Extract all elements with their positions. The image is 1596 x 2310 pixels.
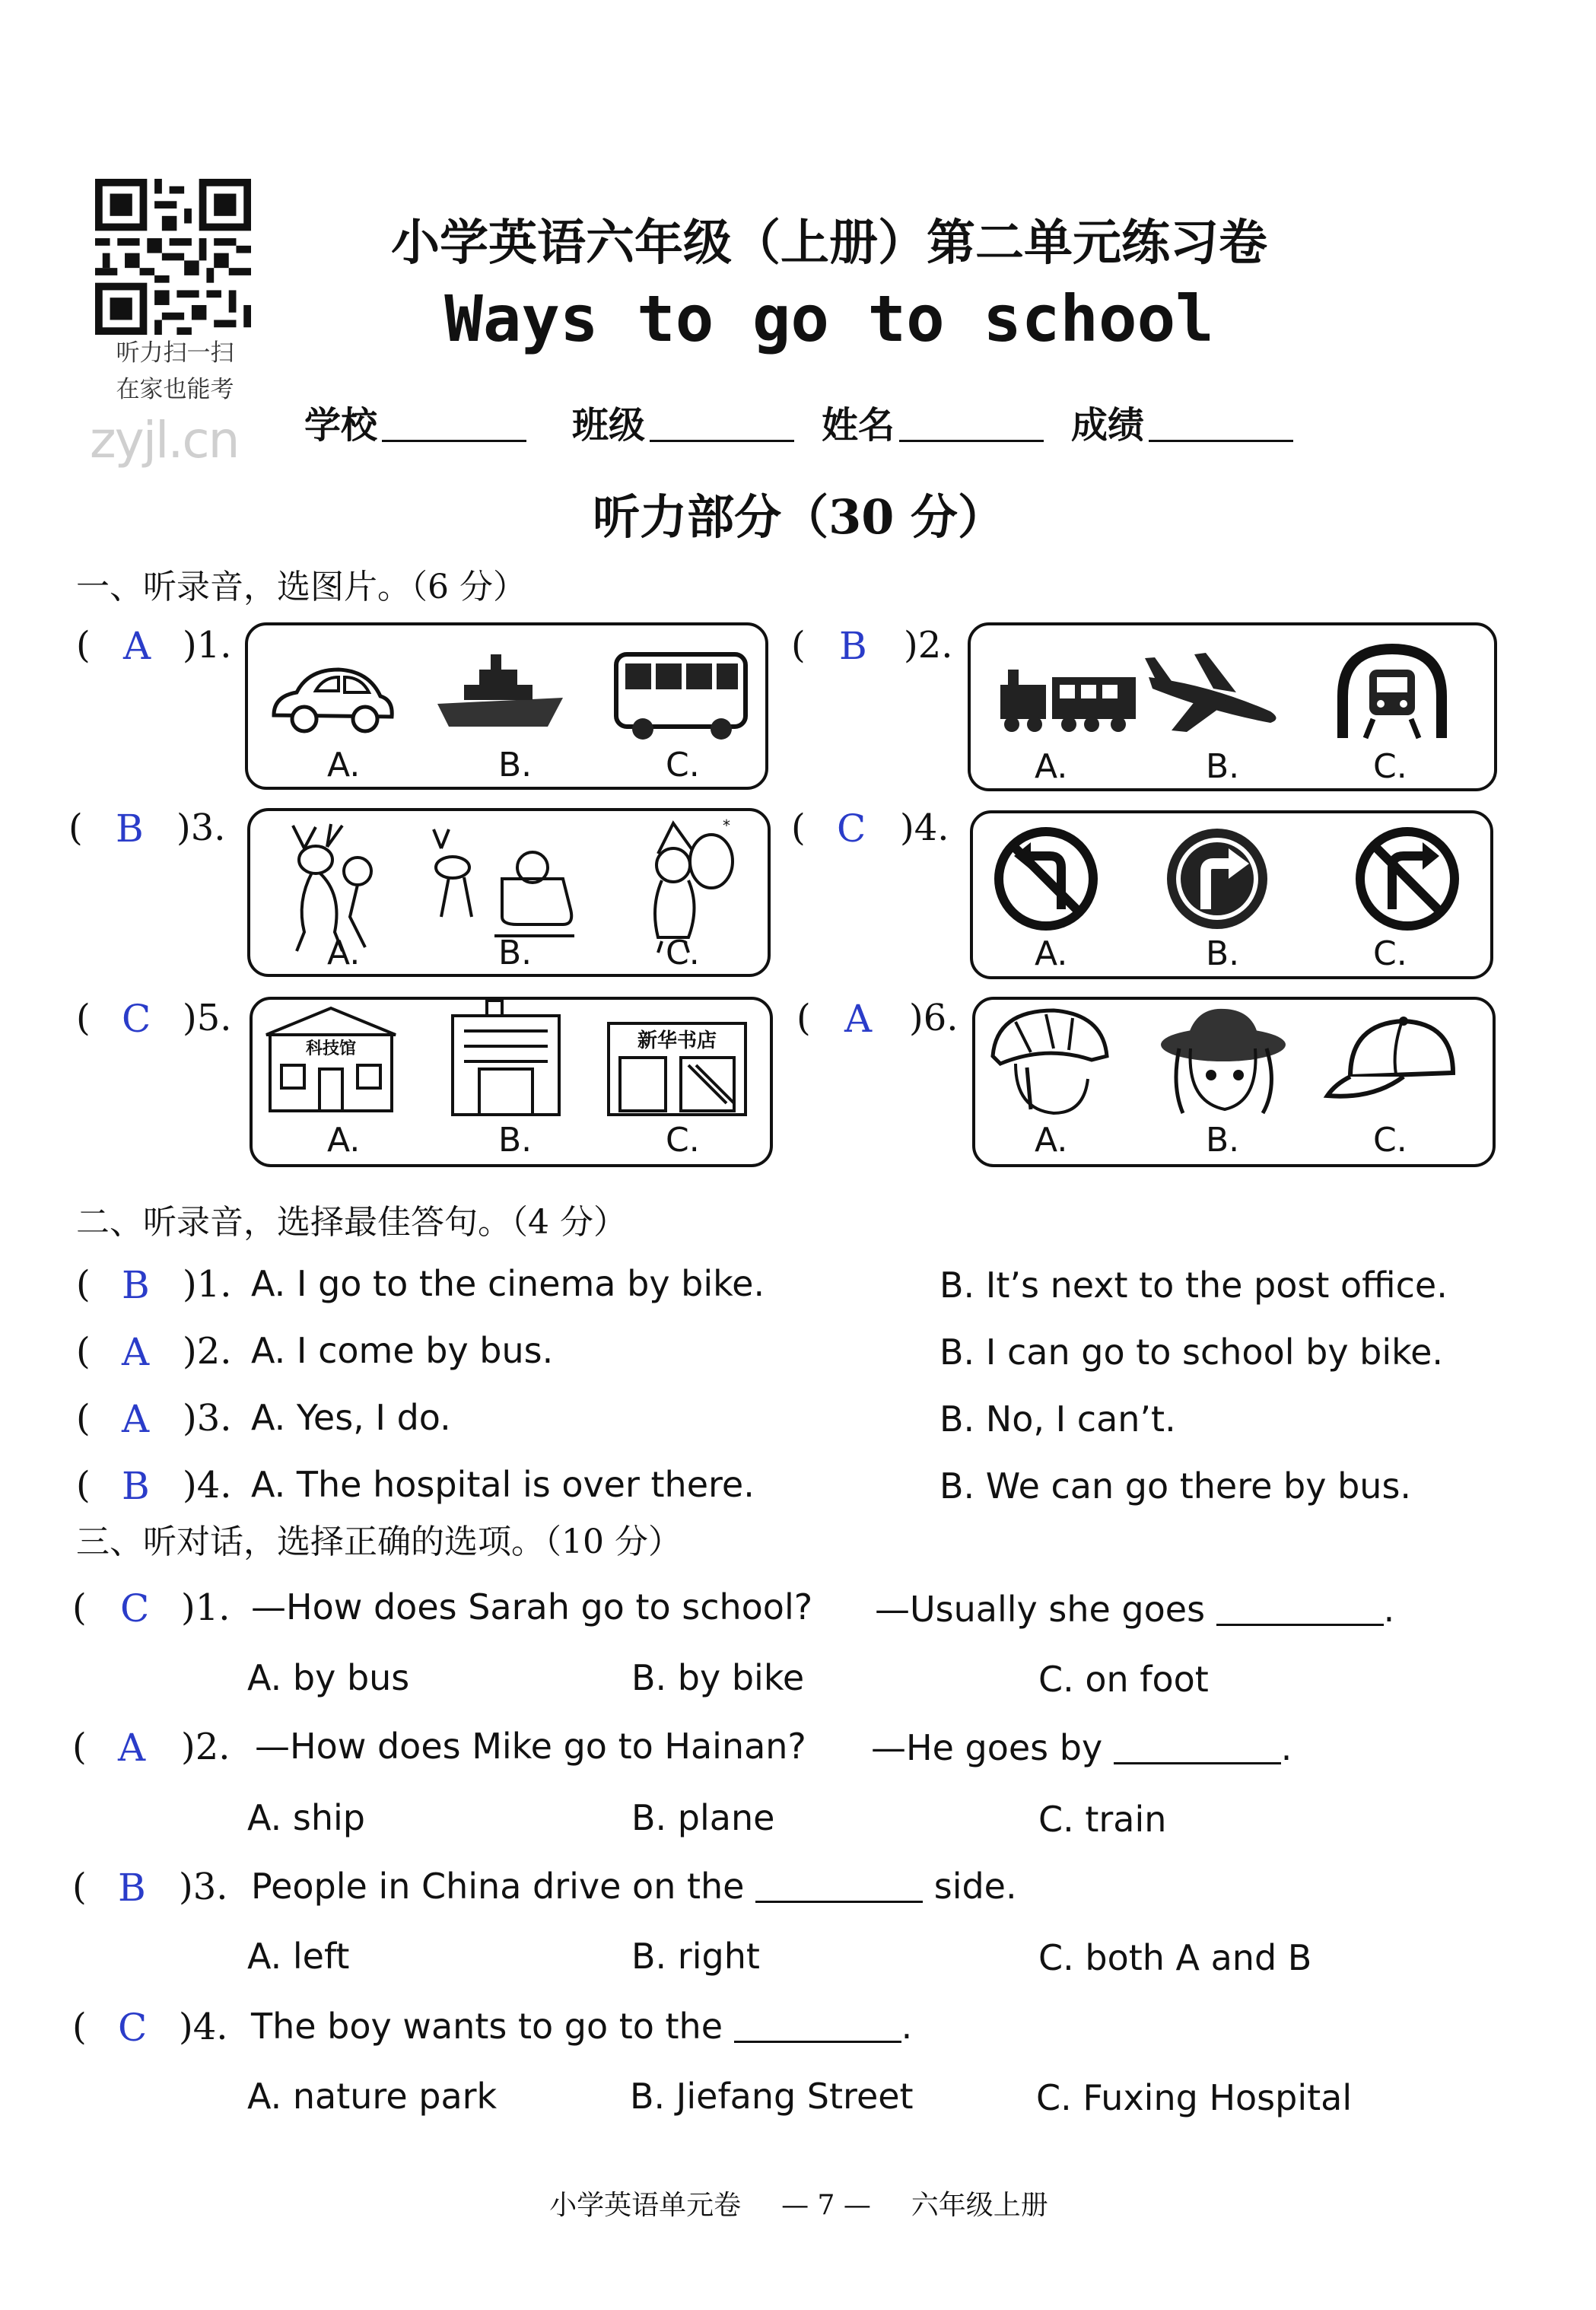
s3-q4-option-c: C. Fuxing Hospital — [1036, 2077, 1353, 2118]
hospital-icon — [434, 997, 578, 1122]
footer-left: 小学英语单元卷 — [549, 2190, 742, 2221]
info-score-label: 成绩 — [1071, 404, 1145, 447]
s2-q3-num: )3. — [183, 1397, 232, 1440]
s3-q1-option-a: A. by bus — [247, 1657, 410, 1698]
s2-q4-answer[interactable]: B — [122, 1464, 150, 1508]
qr-caption — [87, 335, 262, 408]
s3-q4-option-b: B. Jiefang Street — [630, 2076, 914, 2117]
s2-q1-option-a: A. I go to the cinema by bike. — [251, 1263, 765, 1304]
s1-q5-paren: ( — [76, 997, 91, 1039]
s1-q5-answer[interactable]: C — [122, 997, 151, 1041]
svg-text:*: * — [723, 816, 730, 835]
subway-icon — [1335, 643, 1449, 742]
s3-q2-option-a: A. ship — [247, 1797, 366, 1838]
s1-q6-label-a: A. — [1035, 1121, 1068, 1160]
plane-icon — [1141, 647, 1286, 738]
s3-q4-paren: ( — [72, 2006, 87, 2048]
s1-q3-label-c: C. — [666, 934, 700, 972]
s3-q4-question: The boy wants to go to the . — [251, 2006, 913, 2047]
museum-sign-text: 科技馆 — [305, 1039, 357, 1058]
s3-q2-num: )2. — [181, 1726, 230, 1768]
s3-q3-option-b: B. right — [631, 1936, 760, 1977]
s1-q6-paren: ( — [796, 997, 811, 1039]
bookstore-sign-text: 新华书店 — [637, 1029, 717, 1052]
s3-q1-option-b: B. by bike — [631, 1657, 805, 1698]
cap-icon — [1320, 1012, 1461, 1107]
s2-q1-paren: ( — [76, 1263, 91, 1306]
info-class-label: 班级 — [572, 404, 646, 447]
info-name-label: 姓名 — [822, 404, 895, 447]
s2-q2-answer[interactable]: A — [122, 1330, 150, 1374]
s1-q5-label-b: B. — [498, 1121, 533, 1160]
s1-q2-paren: ( — [791, 624, 806, 667]
s2-q3-option-b: B. No, I can’t. — [939, 1398, 1176, 1440]
sleigh-icon — [426, 826, 578, 951]
page-footer — [456, 2184, 1141, 2222]
s1-q1-paren: ( — [76, 624, 91, 667]
info-name-blank[interactable] — [899, 409, 1044, 442]
s1-q6-label-c: C. — [1373, 1121, 1407, 1160]
s1-q3-label-b: B. — [498, 934, 533, 972]
s2-q1-answer[interactable]: B — [122, 1263, 150, 1307]
s1-q5-label-c: C. — [666, 1121, 700, 1160]
section3-heading: 三、听对话，选择正确的选项。（10 分） — [76, 1522, 682, 1561]
s2-q4-paren: ( — [76, 1464, 91, 1507]
s1-q1-label-a: A. — [327, 746, 361, 784]
s1-q2-answer[interactable]: B — [839, 624, 867, 668]
no-right-turn-icon — [1354, 826, 1461, 932]
s1-q2-label-b: B. — [1206, 747, 1240, 786]
footer-right: 六年级上册 — [911, 2190, 1048, 2221]
s1-q2-num: )2. — [904, 624, 953, 667]
qr-caption-line1: 听力扫一扫 — [116, 339, 234, 367]
science-museum-icon — [259, 1004, 403, 1118]
s3-q1-answer[interactable]: C — [120, 1586, 150, 1631]
watermark: zyjl.cn — [90, 411, 239, 469]
info-school-label: 学校 — [304, 404, 378, 447]
info-score-blank[interactable] — [1149, 409, 1293, 442]
qr-caption-line2: 在家也能考 — [116, 376, 234, 403]
s3-q2-question: —How does Mike go to Hainan? — [255, 1726, 806, 1767]
s2-q3-option-a: A. Yes, I do. — [251, 1397, 451, 1438]
title-english: Ways to go to school — [444, 282, 1214, 356]
s1-q2-label-c: C. — [1373, 747, 1407, 786]
s3-q4-option-a: A. nature park — [247, 2076, 498, 2117]
s1-q3-num: )3. — [176, 807, 226, 849]
s3-q1-num: )1. — [181, 1586, 230, 1629]
no-left-turn-icon — [993, 826, 1099, 932]
s1-q3-answer[interactable]: B — [116, 807, 144, 851]
s2-q1-num: )1. — [183, 1263, 232, 1306]
info-score — [1071, 396, 1293, 448]
s1-q4-label-b: B. — [1206, 934, 1240, 973]
s1-q5-num: )5. — [183, 997, 232, 1039]
s1-q4-paren: ( — [791, 807, 806, 849]
s3-q2-option-c: C. train — [1038, 1799, 1167, 1840]
info-name — [822, 396, 1044, 448]
s1-q4-answer[interactable]: C — [837, 807, 866, 851]
s3-q3-answer[interactable]: B — [118, 1866, 146, 1910]
s3-q4-blank[interactable] — [734, 2010, 901, 2043]
s3-q3-num: )3. — [179, 1866, 228, 1908]
qr-code-icon — [95, 179, 251, 335]
s1-q3-label-a: A. — [327, 934, 361, 972]
s3-q2-blank[interactable] — [1114, 1732, 1281, 1764]
s3-q2-response: —He goes by . — [871, 1727, 1292, 1768]
s2-q1-option-b: B. It’s next to the post office. — [939, 1265, 1448, 1306]
info-class-blank[interactable] — [650, 409, 794, 442]
s3-q4-answer[interactable]: C — [118, 2006, 148, 2050]
s1-q5-label-a: A. — [327, 1121, 361, 1160]
page-number: — 7 — — [781, 2190, 871, 2221]
s2-q3-answer[interactable]: A — [122, 1397, 150, 1441]
car-icon — [262, 654, 399, 738]
s1-q4-label-a: A. — [1035, 934, 1068, 973]
s3-q4-num: )4. — [179, 2006, 228, 2048]
s1-q6-num: )6. — [909, 997, 959, 1039]
s1-q3-paren: ( — [68, 807, 83, 849]
s2-q3-paren: ( — [76, 1397, 91, 1440]
s1-q6-label-b: B. — [1206, 1121, 1240, 1160]
helmet-icon — [985, 1003, 1114, 1121]
s3-q2-paren: ( — [72, 1726, 87, 1768]
reindeer-icon — [259, 818, 388, 955]
s3-q1-option-c: C. on foot — [1038, 1659, 1209, 1700]
section1-heading: 一、听录音，选图片。（6 分） — [76, 568, 526, 606]
s1-q1-answer[interactable]: A — [123, 624, 151, 668]
s3-q3-blank[interactable] — [755, 1870, 923, 1903]
listening-title: 听力部分（30 分） — [593, 489, 1005, 545]
s1-q1-label-c: C. — [666, 746, 700, 784]
s3-q3-paren: ( — [72, 1866, 87, 1908]
s2-q2-paren: ( — [76, 1330, 91, 1373]
s3-q1-paren: ( — [72, 1586, 87, 1629]
s3-q2-option-b: B. plane — [631, 1797, 775, 1838]
s2-q2-option-b: B. I can go to school by bike. — [939, 1332, 1444, 1373]
info-school — [304, 396, 526, 448]
info-class — [572, 396, 794, 448]
s3-q2-answer[interactable]: A — [118, 1726, 146, 1770]
s3-q1-blank[interactable] — [1216, 1593, 1384, 1626]
turn-right-icon — [1164, 826, 1270, 932]
s3-q3-question: People in China drive on the side. — [251, 1866, 1017, 1907]
s3-q3-option-c: C. both A and B — [1038, 1937, 1312, 1978]
hat-icon — [1156, 1003, 1289, 1121]
s3-q3-option-a: A. left — [247, 1936, 350, 1977]
section2-heading: 二、听录音，选择最佳答句。（4 分） — [76, 1203, 627, 1242]
s1-q1-label-b: B. — [498, 746, 533, 784]
s1-q4-label-c: C. — [1373, 934, 1407, 973]
bookstore-icon — [605, 1020, 749, 1118]
ship-icon — [434, 651, 567, 734]
s2-q4-option-b: B. We can go there by bus. — [939, 1465, 1412, 1507]
title-chinese: 小学英语六年级（上册）第二单元练习卷 — [391, 215, 1267, 272]
s1-q2-label-a: A. — [1035, 747, 1068, 786]
s3-q1-response: —Usually she goes . — [875, 1589, 1395, 1630]
s3-q1-question: —How does Sarah go to school? — [251, 1586, 813, 1628]
s2-q2-option-a: A. I come by bus. — [251, 1330, 554, 1371]
bus-icon — [609, 647, 753, 746]
s2-q4-num: )4. — [183, 1464, 232, 1507]
s1-q6-answer[interactable]: A — [844, 997, 873, 1041]
train-icon — [993, 654, 1145, 738]
info-school-blank[interactable] — [382, 409, 526, 442]
s2-q2-num: )2. — [183, 1330, 232, 1373]
s1-q4-num: )4. — [900, 807, 949, 849]
s2-q4-option-a: A. The hospital is over there. — [251, 1464, 755, 1505]
s1-q1-num: )1. — [183, 624, 232, 667]
